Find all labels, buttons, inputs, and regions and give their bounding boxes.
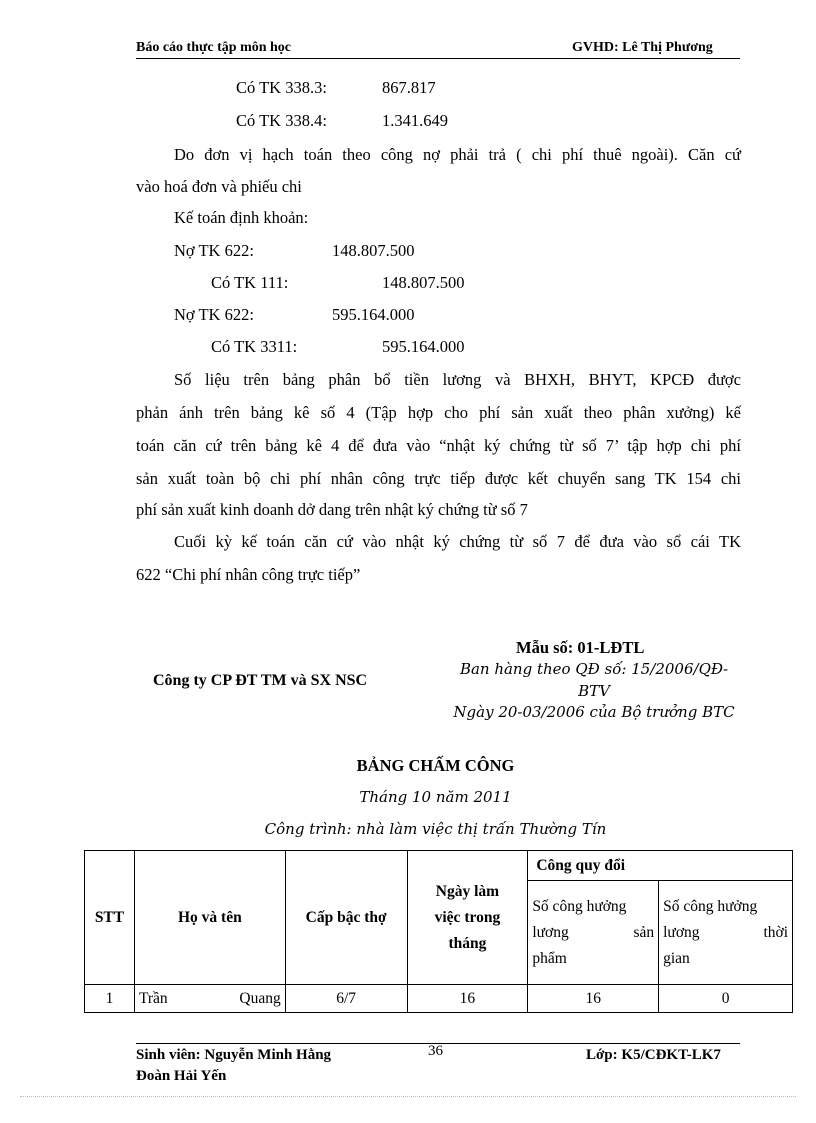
header-sp-line: Số công hưởng bbox=[532, 897, 627, 915]
footer-student: Sinh viên: Nguyễn Minh Hằng bbox=[136, 1047, 332, 1063]
header-sp-line: phẩm bbox=[532, 949, 567, 967]
cell-name bbox=[134, 985, 285, 1013]
header-grade: Cấp bậc thợ bbox=[285, 851, 407, 985]
header-stt: STT bbox=[85, 851, 135, 985]
form-decision: Ban hàng theo QĐ số: 15/2006/QĐ- bbox=[459, 660, 729, 678]
header-tg-line: Số công hưởng bbox=[663, 897, 758, 915]
journal-label: Có TK 3311: bbox=[211, 337, 298, 356]
header-tg-word: thời bbox=[763, 923, 788, 941]
para2-line: sản xuất toàn bộ chi phí nhân công trực tiếp được kết chuyển sang TK 154 chi bbox=[136, 469, 741, 488]
footer-student-2: Đoàn Hải Yến bbox=[136, 1068, 227, 1084]
cell-days: 16 bbox=[407, 985, 528, 1013]
para1-line1: Do đơn vị hạch toán theo công nợ phải trả ( chi phí thuê ngoài). Căn cứ bbox=[174, 145, 741, 164]
journal-value: 595.164.000 bbox=[332, 305, 415, 324]
header-days bbox=[407, 851, 528, 985]
header-tg-word: lương bbox=[663, 923, 700, 941]
header-sp bbox=[528, 881, 659, 985]
cell-tg: 0 bbox=[659, 985, 793, 1013]
journal-label: Nợ TK 622: bbox=[174, 241, 254, 260]
form-number: Mẫu số: 01-LĐTL bbox=[516, 638, 645, 657]
journal-value: 595.164.000 bbox=[382, 337, 465, 356]
entry-value: 1.341.649 bbox=[382, 111, 448, 130]
journal-label: Nợ TK 622: bbox=[174, 305, 254, 324]
table-row bbox=[85, 985, 793, 1013]
footer-class: Lớp: K5/CĐKT-LK7 bbox=[586, 1047, 721, 1063]
header-left: Báo cáo thực tập môn học bbox=[136, 40, 292, 55]
para2-line: phí sản xuất kinh doanh dở dang trên nhật ký chứng từ số 7 bbox=[136, 500, 528, 519]
form-date: Ngày 20-03/2006 của Bộ trưởng BTC bbox=[453, 703, 735, 721]
cell-sp: 16 bbox=[528, 985, 659, 1013]
table-month: Tháng 10 năm 2011 bbox=[359, 788, 512, 806]
table-project: Công trình: nhà làm việc thị trấn Thường Tín bbox=[264, 820, 607, 838]
entry-value: 867.817 bbox=[382, 78, 436, 97]
header-right: GVHD: Lê Thị Phương bbox=[572, 40, 713, 55]
journal-value: 148.807.500 bbox=[332, 241, 415, 260]
header-tg-line: gian bbox=[663, 949, 690, 967]
header-tg bbox=[659, 881, 793, 985]
header-cong-quy-doi: Công quy đổi bbox=[528, 851, 793, 881]
journal-label: Có TK 111: bbox=[211, 273, 289, 292]
cell-grade: 6/7 bbox=[285, 985, 407, 1013]
para3-line: 622 “Chi phí nhân công trực tiếp” bbox=[136, 565, 361, 584]
journal-value: 148.807.500 bbox=[382, 273, 465, 292]
header-sp-word: lương bbox=[532, 923, 569, 941]
cell-stt: 1 bbox=[85, 985, 135, 1013]
header-days-line: việc trong bbox=[434, 908, 501, 926]
ke-toan-label: Kế toán định khoản: bbox=[174, 208, 309, 227]
entry-label: Có TK 338.3: bbox=[236, 78, 327, 97]
header-tg-line bbox=[663, 920, 788, 946]
header-sp-word: sản bbox=[633, 923, 655, 941]
para2-line: toán căn cứ trên bảng kê 4 để đưa vào “nhật ký chứng từ số 7’ tập hợp chi phí bbox=[136, 436, 741, 455]
table-title: BẢNG CHẤM CÔNG bbox=[356, 756, 515, 775]
cell-name-word: Quang bbox=[239, 989, 281, 1007]
para2-line: Số liệu trên bảng phân bổ tiền lương và BHXH, BHYT, KPCĐ được bbox=[174, 370, 741, 389]
company-name: Công ty CP ĐT TM và SX NSC bbox=[153, 672, 368, 689]
header-name: Họ và tên bbox=[134, 851, 285, 985]
cell-name-word: Trần bbox=[138, 989, 168, 1007]
header-days-line: Ngày làm bbox=[435, 882, 500, 900]
page-number: 36 bbox=[428, 1043, 443, 1059]
para1-line2: vào hoá đơn và phiếu chi bbox=[136, 177, 302, 196]
form-decision-suffix: BTV bbox=[578, 682, 610, 700]
page-bottom-divider bbox=[20, 1096, 796, 1097]
para3-line: Cuối kỳ kế toán căn cứ vào nhật ký chứng từ số 7 để đưa vào sổ cái TK bbox=[174, 532, 741, 551]
header-rule bbox=[136, 58, 740, 59]
header-sp-line bbox=[532, 920, 654, 946]
entry-label: Có TK 338.4: bbox=[236, 111, 327, 130]
timesheet-table bbox=[84, 850, 793, 1013]
header-days-line: tháng bbox=[448, 934, 487, 952]
para2-line: phản ánh trên bảng kê số 4 (Tập hợp cho phí sản xuất theo phân xưởng) kế bbox=[136, 403, 741, 422]
